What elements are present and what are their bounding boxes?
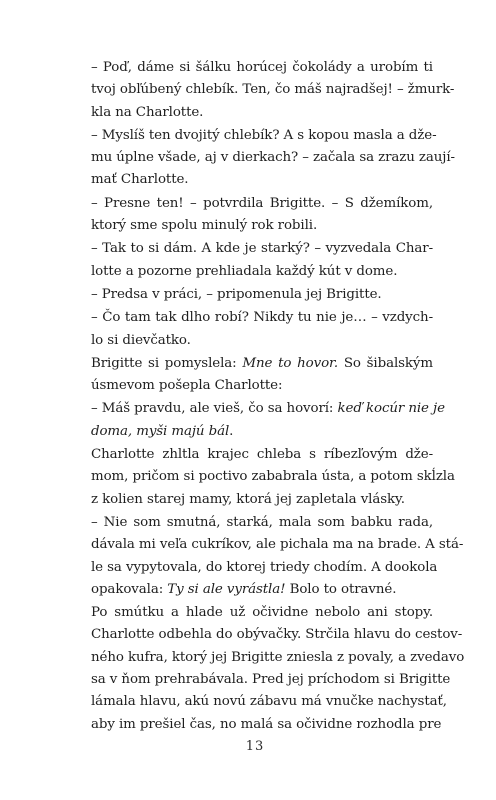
text-line: – Čo tam tak dlho robí? Nikdy tu nie je… – vzdych- <box>91 310 433 326</box>
paragraph <box>91 57 455 124</box>
text-line: Charlotte zhltla krajec chleba s ríbezľovým dže- <box>91 447 433 463</box>
italic-text: doma, myši majú bál <box>91 423 230 439</box>
text-line <box>91 579 433 601</box>
text-run: opakovala: <box>91 581 168 597</box>
text-line: lotte a pozorne prehliadala každý kút v dome. <box>91 263 398 279</box>
paragraph <box>91 353 433 398</box>
text-line: le sa vypytovala, do ktorej triedy chodím. A dookola <box>91 559 438 575</box>
text-line: ného kufra, ktorý jej Brigitte zniesla z povaly, a zvedavo <box>91 649 465 665</box>
text-line: – Myslíš ten dvojitý chlebík? A s kopou masla a dže- <box>91 127 437 143</box>
paragraph <box>91 444 455 511</box>
text-line: ktorý sme spolu minulý rok robili. <box>91 218 318 234</box>
paragraph <box>91 398 445 443</box>
text-line <box>91 398 445 420</box>
text-line: kla na Charlotte. <box>91 104 204 120</box>
text-line: mom, pričom si poctivo zababrala ústa, a potom skĺzla <box>91 469 455 485</box>
text-line: dávala mi veľa cukríkov, ale pichala ma na brade. A stá- <box>91 537 464 553</box>
text-line: aby im prešiel čas, no malá sa očividne rozhodla pre <box>91 716 442 732</box>
paragraph <box>91 193 433 238</box>
italic-text: keď kocúr nie je <box>337 401 445 417</box>
paragraph <box>91 125 455 192</box>
text-line: tvoj obľúbený chlebík. Ten, čo máš najradšej! – žmurk- <box>91 82 455 98</box>
italic-text: Mne to hovor. <box>242 355 339 371</box>
text-line: – Nie som smutná, starká, mala som babku rada, <box>91 514 433 530</box>
paragraph <box>91 512 464 601</box>
paragraph <box>91 238 433 283</box>
text-line: – Predsa v práci, – pripomenula jej Brigitte. <box>91 286 382 302</box>
page-number: 13 <box>245 739 265 754</box>
text-line <box>91 353 433 375</box>
text-line: – Tak to si dám. A kde je starký? – vyzvedala Char- <box>91 241 433 257</box>
text-line: Charlotte odbehla do obývačky. Strčila hlavu do cestov- <box>91 627 463 643</box>
text-run: So šibalským <box>338 355 433 371</box>
text-run: – Máš pravdu, ale vieš, čo sa hovorí: <box>91 401 338 417</box>
text-line: mať Charlotte. <box>91 172 189 188</box>
text-line: lo si dievčatko. <box>91 332 191 348</box>
paragraph <box>91 307 433 352</box>
paragraph <box>91 284 433 306</box>
paragraph <box>91 602 465 736</box>
text-line: Po smútku a hlade už očividne nebolo ani stopy. <box>91 605 433 621</box>
text-line: úsmevom pošepla Charlotte: <box>91 378 283 394</box>
text-line: – Presne ten! – potvrdila Brigitte. – S džemíkom, <box>91 195 433 211</box>
text-line: sa v ňom prehrabávala. Pred jej príchodom si Brigitte <box>91 672 451 688</box>
text-line <box>91 421 433 443</box>
text-run: Brigitte si pomyslela: <box>91 355 243 371</box>
italic-text: Ty si ale vyrástla! <box>167 581 286 597</box>
text-line: z kolien starej mamy, ktorá jej zapletala vlásky. <box>91 491 405 507</box>
text-line: mu úplne všade, aj v dierkach? – začala sa zrazu zaují- <box>91 150 455 166</box>
text-run: Bolo to otravné. <box>285 581 397 597</box>
text-run: . <box>229 423 234 439</box>
text-line: – Poď, dáme si šálku horúcej čokolády a urobím ti <box>91 60 433 75</box>
text-line: lámala hlavu, akú novú zábavu má vnučke nachystať, <box>91 694 447 710</box>
